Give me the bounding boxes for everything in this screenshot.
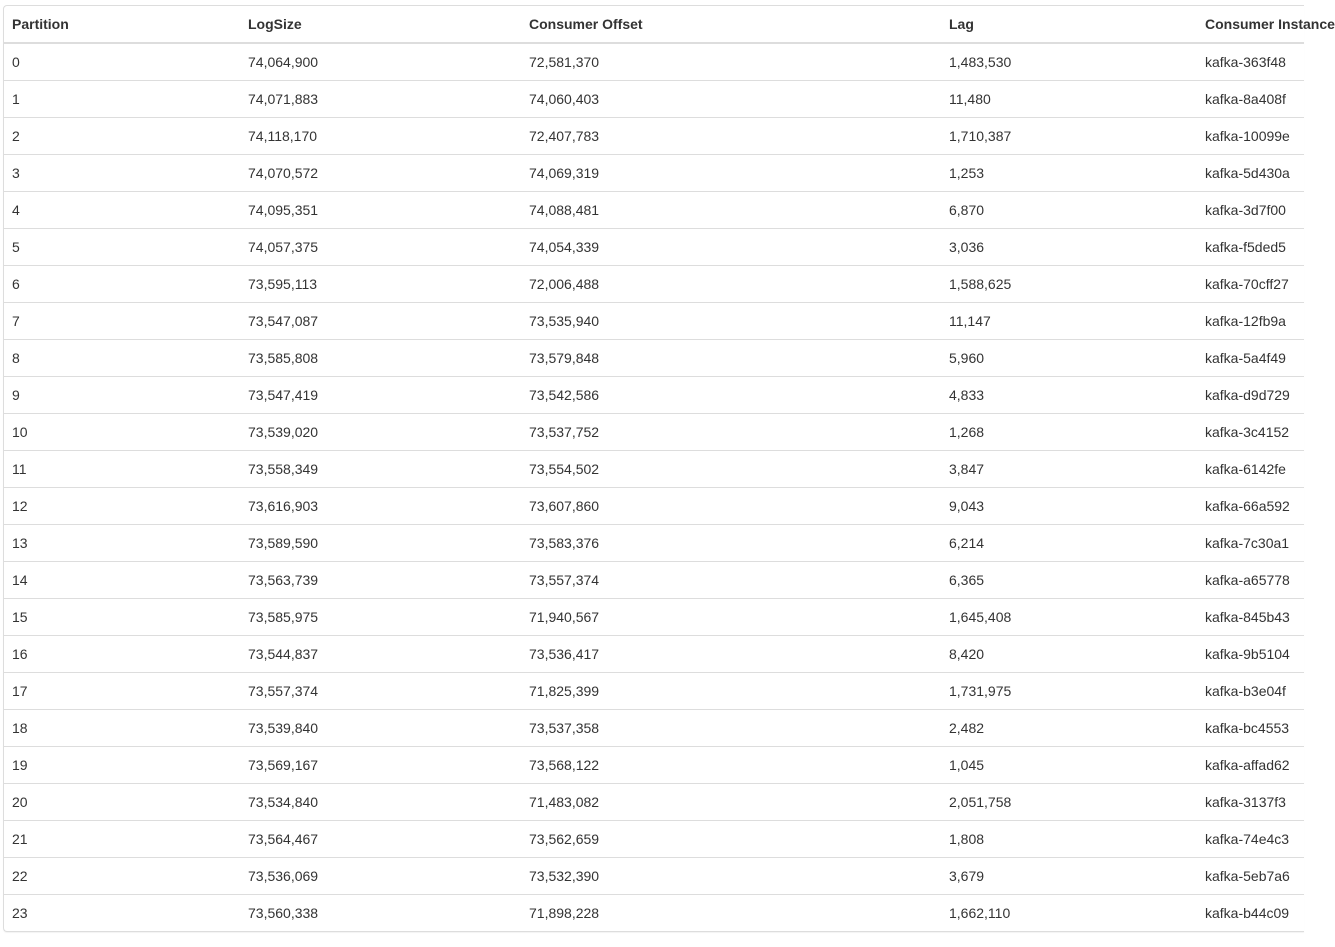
cell-consumer-offset: 73,583,376 [521, 525, 941, 562]
cell-logsize: 73,558,349 [240, 451, 521, 488]
table-row [4, 266, 1304, 303]
cell-consumer-offset: 71,483,082 [521, 784, 941, 821]
cell-consumer-offset: 73,535,940 [521, 303, 941, 340]
cell-consumer-offset: 71,898,228 [521, 895, 941, 932]
cell-lag: 11,480 [941, 81, 1197, 118]
cell-consumer-offset: 74,054,339 [521, 229, 941, 266]
cell-logsize: 73,544,837 [240, 636, 521, 673]
table-row [4, 858, 1304, 895]
cell-consumer-offset: 73,579,848 [521, 340, 941, 377]
cell-partition: 16 [4, 636, 240, 673]
cell-lag: 1,483,530 [949, 54, 1012, 70]
cell-partition: 11 [4, 451, 240, 488]
header-logsize[interactable]: LogSize [240, 6, 521, 43]
cell-consumer-offset: 73,537,752 [521, 414, 941, 451]
table-body [4, 43, 1304, 931]
cell-consumer-instance: kafka-bc4553 [1197, 710, 1304, 747]
cell-partition: 22 [4, 858, 240, 895]
cell-lag: 8,420 [941, 636, 1197, 673]
cell-partition: 3 [4, 155, 240, 192]
cell-consumer-offset: 74,060,403 [521, 81, 941, 118]
cell-consumer-instance: kafka-66a592 [1197, 488, 1304, 525]
table-row [4, 599, 1304, 636]
cell-partition: 6 [4, 266, 240, 303]
table-row [4, 636, 1304, 673]
cell-logsize: 73,585,808 [240, 340, 521, 377]
cell-lag: 4,833 [941, 377, 1197, 414]
table-row [4, 488, 1304, 525]
cell-lag: 6,214 [941, 525, 1197, 562]
cell-logsize: 73,589,590 [240, 525, 521, 562]
table-row [4, 414, 1304, 451]
cell-logsize: 73,539,840 [240, 710, 521, 747]
cell-consumer-instance: kafka-a65778 [1197, 562, 1304, 599]
table-row [4, 155, 1304, 192]
cell-partition: 15 [4, 599, 240, 636]
table-row [4, 747, 1304, 784]
cell-lag: 3,679 [941, 858, 1197, 895]
cell-logsize: 73,547,419 [240, 377, 521, 414]
cell-logsize: 74,070,572 [240, 155, 521, 192]
cell-logsize: 74,057,375 [240, 229, 521, 266]
cell-consumer-offset: 73,532,390 [521, 858, 941, 895]
cell-consumer-instance: kafka-3137f3 [1197, 784, 1304, 821]
partition-table-panel [3, 5, 1335, 932]
table-header [4, 6, 1335, 43]
cell-consumer-instance: kafka-10099e [1197, 118, 1304, 155]
cell-consumer-instance: kafka-12fb9a [1197, 303, 1304, 340]
cell-logsize: 74,071,883 [240, 81, 521, 118]
table-row [4, 525, 1304, 562]
cell-consumer-offset: 71,825,399 [521, 673, 941, 710]
cell-consumer-instance: kafka-6142fe [1197, 451, 1304, 488]
cell-consumer-offset: 72,407,783 [521, 118, 941, 155]
header-lag[interactable]: Lag [941, 6, 1197, 43]
table-row [4, 81, 1304, 118]
cell-consumer-instance: kafka-3c4152 [1197, 414, 1304, 451]
cell-lag: 1,045 [941, 747, 1197, 784]
cell-consumer-offset: 74,069,319 [521, 155, 941, 192]
cell-partition: 18 [4, 710, 240, 747]
cell-consumer-instance: kafka-845b43 [1197, 599, 1304, 636]
cell-consumer-instance: kafka-5a4f49 [1197, 340, 1304, 377]
cell-logsize: 73,585,975 [240, 599, 521, 636]
cell-logsize: 73,536,069 [240, 858, 521, 895]
cell-partition: 10 [4, 414, 240, 451]
cell-lag: 11,147 [941, 303, 1197, 340]
cell-consumer-instance: kafka-74e4c3 [1197, 821, 1304, 858]
cell-logsize: 73,557,374 [240, 673, 521, 710]
cell-lag: 6,870 [941, 192, 1197, 229]
cell-logsize: 74,064,900 [248, 54, 319, 70]
cell-consumer-offset: 73,537,358 [521, 710, 941, 747]
cell-logsize: 73,547,087 [240, 303, 521, 340]
cell-consumer-offset: 72,006,488 [521, 266, 941, 303]
cell-consumer-offset: 73,536,417 [521, 636, 941, 673]
cell-consumer-instance: kafka-b44c09 [1197, 895, 1304, 932]
cell-consumer-instance: kafka-5d430a [1197, 155, 1304, 192]
cell-consumer-instance: kafka-3d7f00 [1197, 192, 1304, 229]
table-row [4, 710, 1304, 747]
cell-consumer-instance: kafka-8a408f [1197, 81, 1304, 118]
cell-lag: 1,662,110 [941, 895, 1197, 932]
cell-partition: 7 [4, 303, 240, 340]
cell-consumer-instance: kafka-363f48 [1205, 54, 1286, 70]
cell-consumer-offset: 73,562,659 [521, 821, 941, 858]
cell-consumer-instance: kafka-f5ded5 [1197, 229, 1304, 266]
table-row [4, 784, 1304, 821]
table-row [4, 340, 1304, 377]
cell-partition: 2 [4, 118, 240, 155]
cell-partition: 1 [4, 81, 240, 118]
cell-lag: 3,847 [941, 451, 1197, 488]
cell-partition: 20 [4, 784, 240, 821]
cell-consumer-offset: 71,940,567 [521, 599, 941, 636]
cell-partition: 4 [4, 192, 240, 229]
table-row [4, 43, 1304, 81]
cell-partition: 21 [4, 821, 240, 858]
header-partition[interactable]: Partition [4, 6, 240, 43]
cell-logsize: 73,560,338 [240, 895, 521, 932]
cell-partition: 5 [4, 229, 240, 266]
cell-logsize: 73,616,903 [240, 488, 521, 525]
cell-logsize: 73,564,467 [240, 821, 521, 858]
cell-lag: 1,808 [941, 821, 1197, 858]
table-row [4, 303, 1304, 340]
header-row [4, 6, 1304, 43]
cell-consumer-instance: kafka-b3e04f [1197, 673, 1304, 710]
cell-consumer-offset: 73,554,502 [521, 451, 941, 488]
cell-consumer-offset: 73,607,860 [521, 488, 941, 525]
cell-consumer-instance: kafka-7c30a1 [1197, 525, 1304, 562]
header-consumer-offset[interactable]: Consumer Offset [521, 6, 941, 43]
cell-lag: 1,710,387 [941, 118, 1197, 155]
cell-consumer-instance: kafka-9b5104 [1197, 636, 1304, 673]
cell-logsize: 73,534,840 [240, 784, 521, 821]
cell-lag: 1,268 [941, 414, 1197, 451]
header-consumer-instance[interactable]: Consumer Instance [1197, 6, 1304, 43]
cell-logsize: 73,569,167 [240, 747, 521, 784]
cell-consumer-offset: 74,088,481 [521, 192, 941, 229]
cell-lag: 1,253 [941, 155, 1197, 192]
cell-partition: 17 [4, 673, 240, 710]
table-row [4, 451, 1304, 488]
cell-lag: 3,036 [941, 229, 1197, 266]
cell-lag: 1,731,975 [941, 673, 1197, 710]
cell-consumer-instance: kafka-70cff27 [1197, 266, 1304, 303]
cell-logsize: 74,095,351 [240, 192, 521, 229]
cell-partition: 12 [4, 488, 240, 525]
partition-table [4, 6, 1335, 931]
cell-lag: 6,365 [941, 562, 1197, 599]
cell-logsize: 74,118,170 [240, 118, 521, 155]
cell-partition: 9 [4, 377, 240, 414]
cell-logsize: 73,563,739 [240, 562, 521, 599]
cell-logsize: 73,539,020 [240, 414, 521, 451]
cell-logsize: 73,595,113 [240, 266, 521, 303]
table-row [4, 673, 1304, 710]
cell-lag: 2,051,758 [941, 784, 1197, 821]
cell-partition: 23 [4, 895, 240, 932]
table-row [4, 821, 1304, 858]
cell-partition: 19 [4, 747, 240, 784]
cell-lag: 1,588,625 [941, 266, 1197, 303]
cell-consumer-offset: 73,568,122 [521, 747, 941, 784]
cell-lag: 5,960 [941, 340, 1197, 377]
cell-lag: 9,043 [941, 488, 1197, 525]
table-row [4, 377, 1304, 414]
cell-lag: 2,482 [941, 710, 1197, 747]
cell-consumer-offset: 73,557,374 [521, 562, 941, 599]
cell-lag: 1,645,408 [941, 599, 1197, 636]
cell-consumer-instance: kafka-affad62 [1197, 747, 1304, 784]
cell-consumer-instance: kafka-d9d729 [1197, 377, 1304, 414]
table-row [4, 118, 1304, 155]
cell-partition: 8 [4, 340, 240, 377]
cell-consumer-offset: 73,542,586 [521, 377, 941, 414]
cell-partition: 0 [12, 54, 20, 70]
table-row [4, 895, 1304, 932]
cell-partition: 14 [4, 562, 240, 599]
table-row [4, 192, 1304, 229]
cell-consumer-instance: kafka-5eb7a6 [1197, 858, 1304, 895]
cell-consumer-offset: 72,581,370 [529, 54, 600, 70]
table-row [4, 562, 1304, 599]
table-row [4, 229, 1304, 266]
cell-partition: 13 [4, 525, 240, 562]
